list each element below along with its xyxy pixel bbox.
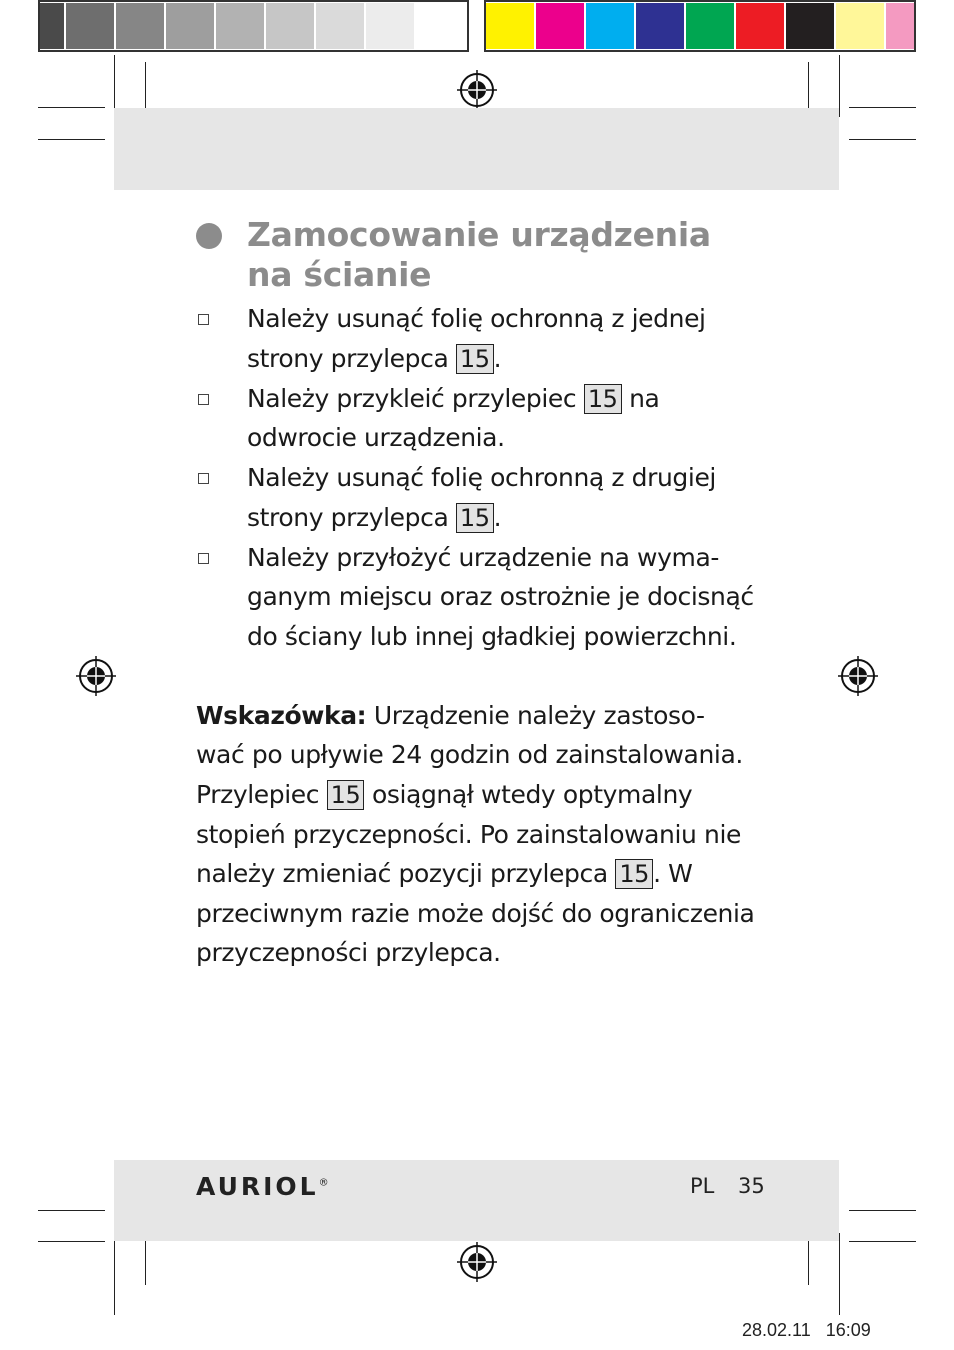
step-1-line1: Należy usunąć folię ochronną z jednej [247, 304, 706, 333]
gray-swatch [66, 3, 114, 49]
trademark-symbol: ® [318, 1177, 329, 1189]
gray-swatch [316, 3, 364, 49]
note-line3 [196, 775, 692, 815]
yellow-swatch [486, 3, 534, 49]
step-checkbox-icon [198, 314, 209, 325]
note-line5 [196, 854, 692, 894]
step-checkbox-icon [198, 473, 209, 484]
print-timestamp: 28.02.11 16:09 [742, 1320, 871, 1340]
note-line2: wać po upływie 24 godzin od zainstalowania. [196, 740, 743, 769]
section-title-line2: na ścianie [247, 255, 432, 294]
step-1-line2 [247, 339, 501, 379]
section-title-line1: Zamocowanie urządzenia [247, 215, 711, 254]
step-4-line1: Należy przyłożyć urządzenie na wyma- [247, 543, 719, 572]
title-bullet-icon [196, 223, 222, 249]
crop-mark [38, 139, 105, 140]
note-line7: przyczepności przylepca. [196, 938, 501, 967]
brand-logo [196, 1172, 329, 1201]
note-label: Wskazówka: [196, 701, 367, 730]
gray-swatch [116, 3, 164, 49]
red-swatch [736, 3, 784, 49]
magenta-swatch [536, 3, 584, 49]
blue-swatch [636, 3, 684, 49]
step-2-line2: odwrocie urządzenia. [247, 423, 505, 452]
part-reference: 15 [456, 344, 494, 374]
black-swatch [786, 3, 834, 49]
note-text: należy zmieniać pozycji przylepca [196, 859, 616, 888]
crop-mark [38, 107, 105, 108]
step-4-line2: ganym miejscu oraz ostrożnie je docisnąć [247, 582, 754, 611]
registration-mark-icon [457, 70, 497, 110]
note-text: osiągnął wtedy optymalny [364, 780, 693, 809]
crop-mark [849, 1241, 916, 1242]
green-swatch [686, 3, 734, 49]
note-text: Przylepiec [196, 780, 327, 809]
step-2-text-after: na [621, 384, 660, 413]
step-checkbox-icon [198, 394, 209, 405]
step-4-line3: do ściany lub innej gładkiej powierzchni. [247, 622, 737, 651]
gray-swatch [216, 3, 264, 49]
step-3-text: strony przylepca [247, 503, 456, 532]
note-line1 [196, 696, 705, 736]
gray-swatch [366, 3, 414, 49]
crop-mark [839, 55, 840, 117]
gray-swatch [40, 3, 64, 49]
part-reference: 15 [615, 859, 653, 889]
pink-swatch [886, 3, 914, 49]
cyan-swatch [586, 3, 634, 49]
note-text: Urządzenie należy zastoso- [366, 701, 705, 730]
part-reference: 15 [327, 780, 365, 810]
step-1-text: strony przylepca [247, 344, 456, 373]
part-reference: 15 [584, 384, 622, 414]
gray-swatch [166, 3, 214, 49]
registration-mark-icon [76, 656, 116, 696]
crop-mark [38, 1210, 105, 1211]
registration-mark-icon [457, 1242, 497, 1282]
step-1-punct: . [493, 344, 502, 373]
crop-mark [38, 1241, 105, 1242]
section-title [247, 215, 807, 295]
step-3-punct: . [493, 503, 502, 532]
language-code: PL [690, 1174, 715, 1198]
step-2-line1 [247, 379, 659, 419]
crop-mark [114, 1233, 115, 1315]
gray-swatch [416, 3, 467, 49]
gray-swatch [266, 3, 314, 49]
step-3-line1: Należy usunąć folię ochronną z drugiej [247, 463, 716, 492]
light-yellow-swatch [836, 3, 884, 49]
note-text: . W [653, 859, 693, 888]
step-2-text: Należy przykleić przylepiec [247, 384, 584, 413]
registration-mark-icon [838, 656, 878, 696]
crop-mark [849, 107, 916, 108]
part-reference: 15 [456, 503, 494, 533]
crop-mark [849, 1210, 916, 1211]
note-line6: przeciwnym razie może dojść do ograniczenia [196, 899, 755, 928]
crop-mark [839, 1233, 840, 1315]
crop-mark [849, 139, 916, 140]
brand-name: AURIOL [196, 1172, 319, 1201]
header-band [114, 108, 839, 190]
step-3-line2 [247, 498, 501, 538]
step-checkbox-icon [198, 553, 209, 564]
page-number: 35 [738, 1174, 765, 1198]
note-line4: stopień przyczepności. Po zainstalowaniu nie [196, 820, 742, 849]
